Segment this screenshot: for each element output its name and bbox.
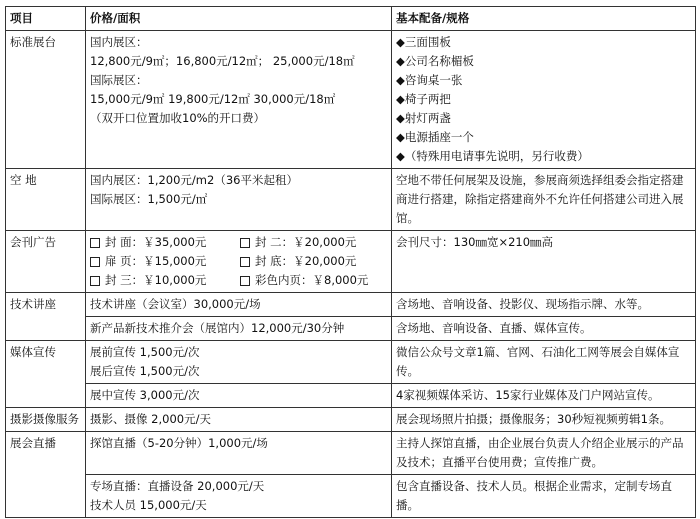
live-item: 展会直播 (6, 432, 86, 518)
row-lecture-1 (6, 293, 696, 317)
booth-spec-item: ◆三面围板 (396, 35, 451, 49)
checkbox-icon (90, 276, 100, 286)
photo-spec: 展会现场照片拍摄；摄像服务；30秒短视频剪辑1条。 (392, 408, 696, 432)
pricing-table (5, 6, 696, 518)
booth-price (86, 31, 392, 169)
row-media-2 (6, 384, 696, 408)
lecture-price: 技术讲座（会议室）30,000元/场 (86, 293, 392, 317)
booth-spec (392, 31, 696, 169)
header-row (6, 7, 696, 31)
photo-item: 摄影摄像服务 (6, 408, 86, 432)
media-price-b: 展中宣传 3,000元/次 (86, 384, 392, 408)
ad-option[interactable] (240, 271, 390, 290)
ad-option-label: 封 底：￥20,000元 (255, 254, 357, 268)
header-item: 项目 (6, 7, 86, 31)
photo-price: 摄影、摄像 2,000元/天 (86, 408, 392, 432)
row-space (6, 169, 696, 231)
media-price-line: 展后宣传 1,500元/次 (90, 364, 200, 378)
live-spec-a: 主持人探馆直播，由企业展台负责人介绍企业展示的产品及技术；直播平台使用费；宣传推广费。 (392, 432, 696, 475)
ad-option[interactable] (240, 252, 390, 271)
space-price-line: 国内展区：1,200元/m2（36平米起租） (90, 173, 298, 187)
booth-price-line: 国际展区： (90, 73, 148, 87)
row-ad (6, 231, 696, 293)
ad-option[interactable] (90, 233, 240, 252)
row-lecture-2 (6, 317, 696, 341)
live-price-line: 专场直播：直播设备 20,000元/天 (90, 479, 265, 493)
booth-spec-item: ◆咨询桌一张 (396, 73, 463, 87)
lecture-item: 技术讲座 (6, 293, 86, 341)
media-spec-a: 微信公众号文章1篇、官网、石油化工网等展会自媒体宣传。 (392, 341, 696, 384)
space-item: 空 地 (6, 169, 86, 231)
ad-option[interactable] (90, 271, 240, 290)
ad-option-label: 封 三：￥10,000元 (105, 273, 207, 287)
live-price-a: 探馆直播（5-20分钟）1,000元/场 (86, 432, 392, 475)
row-live-1 (6, 432, 696, 475)
ad-item: 会刊广告 (6, 231, 86, 293)
booth-spec-item: ◆椅子两把 (396, 92, 451, 106)
live-price-line: 技术人员 15,000元/天 (90, 498, 207, 512)
header-price: 价格/面积 (86, 7, 392, 31)
launch-price: 新产品新技术推介会（展馆内）12,000元/30分钟 (86, 317, 392, 341)
checkbox-icon (90, 238, 100, 248)
live-spec-b: 包含直播设备、技术人员。根据企业需求，定制专场直播。 (392, 475, 696, 518)
ad-option-label: 封 二：￥20,000元 (255, 235, 357, 249)
booth-spec-item: ◆公司名称楣板 (396, 54, 474, 68)
media-item: 媒体宣传 (6, 341, 86, 408)
ad-option[interactable] (90, 252, 240, 271)
booth-item: 标准展台 (6, 31, 86, 169)
header-spec: 基本配备/规格 (392, 7, 696, 31)
space-spec: 空地不带任何展架及设施，参展商须选择组委会指定搭建商进行搭建，除指定搭建商外不允许任何搭建公司进入展馆。 (392, 169, 696, 231)
booth-spec-item: ◆（特殊用电请事先说明，另行收费） (396, 149, 589, 163)
media-spec-b: 4家视频媒体采访、15家行业媒体及门户网站宣传。 (392, 384, 696, 408)
media-price-a (86, 341, 392, 384)
launch-spec: 含场地、音响设备、直播、媒体宣传。 (392, 317, 696, 341)
space-price (86, 169, 392, 231)
booth-price-line: （双开口位置加收10%的开口费） (90, 111, 266, 125)
live-price-b (86, 475, 392, 518)
row-live-2 (6, 475, 696, 518)
booth-spec-item: ◆电源插座一个 (396, 130, 474, 144)
checkbox-icon (90, 257, 100, 267)
booth-price-line: 12,800元/9㎡；16,800元/12㎡； 25,000元/18㎡ (90, 54, 355, 68)
booth-spec-item: ◆射灯两盏 (396, 111, 451, 125)
lecture-spec: 含场地、音响设备、投影仪、现场指示牌、水等。 (392, 293, 696, 317)
ad-options (86, 231, 392, 293)
booth-price-line: 国内展区： (90, 35, 148, 49)
checkbox-icon (240, 257, 250, 267)
media-price-line: 展前宣传 1,500元/次 (90, 345, 200, 359)
row-photo (6, 408, 696, 432)
booth-price-line: 15,000元/9㎡ 19,800元/12㎡ 30,000元/18㎡ (90, 92, 336, 106)
ad-spec: 会刊尺寸：130㎜宽×210㎜高 (392, 231, 696, 293)
row-booth (6, 31, 696, 169)
checkbox-icon (240, 276, 250, 286)
space-price-line: 国际展区：1,500元/㎡ (90, 192, 208, 206)
ad-option-label: 彩色内页：￥8,000元 (255, 273, 369, 287)
ad-option-label: 封 面：￥35,000元 (105, 235, 207, 249)
ad-option-label: 扉 页：￥15,000元 (105, 254, 207, 268)
row-media-1 (6, 341, 696, 384)
checkbox-icon (240, 238, 250, 248)
ad-option[interactable] (240, 233, 390, 252)
